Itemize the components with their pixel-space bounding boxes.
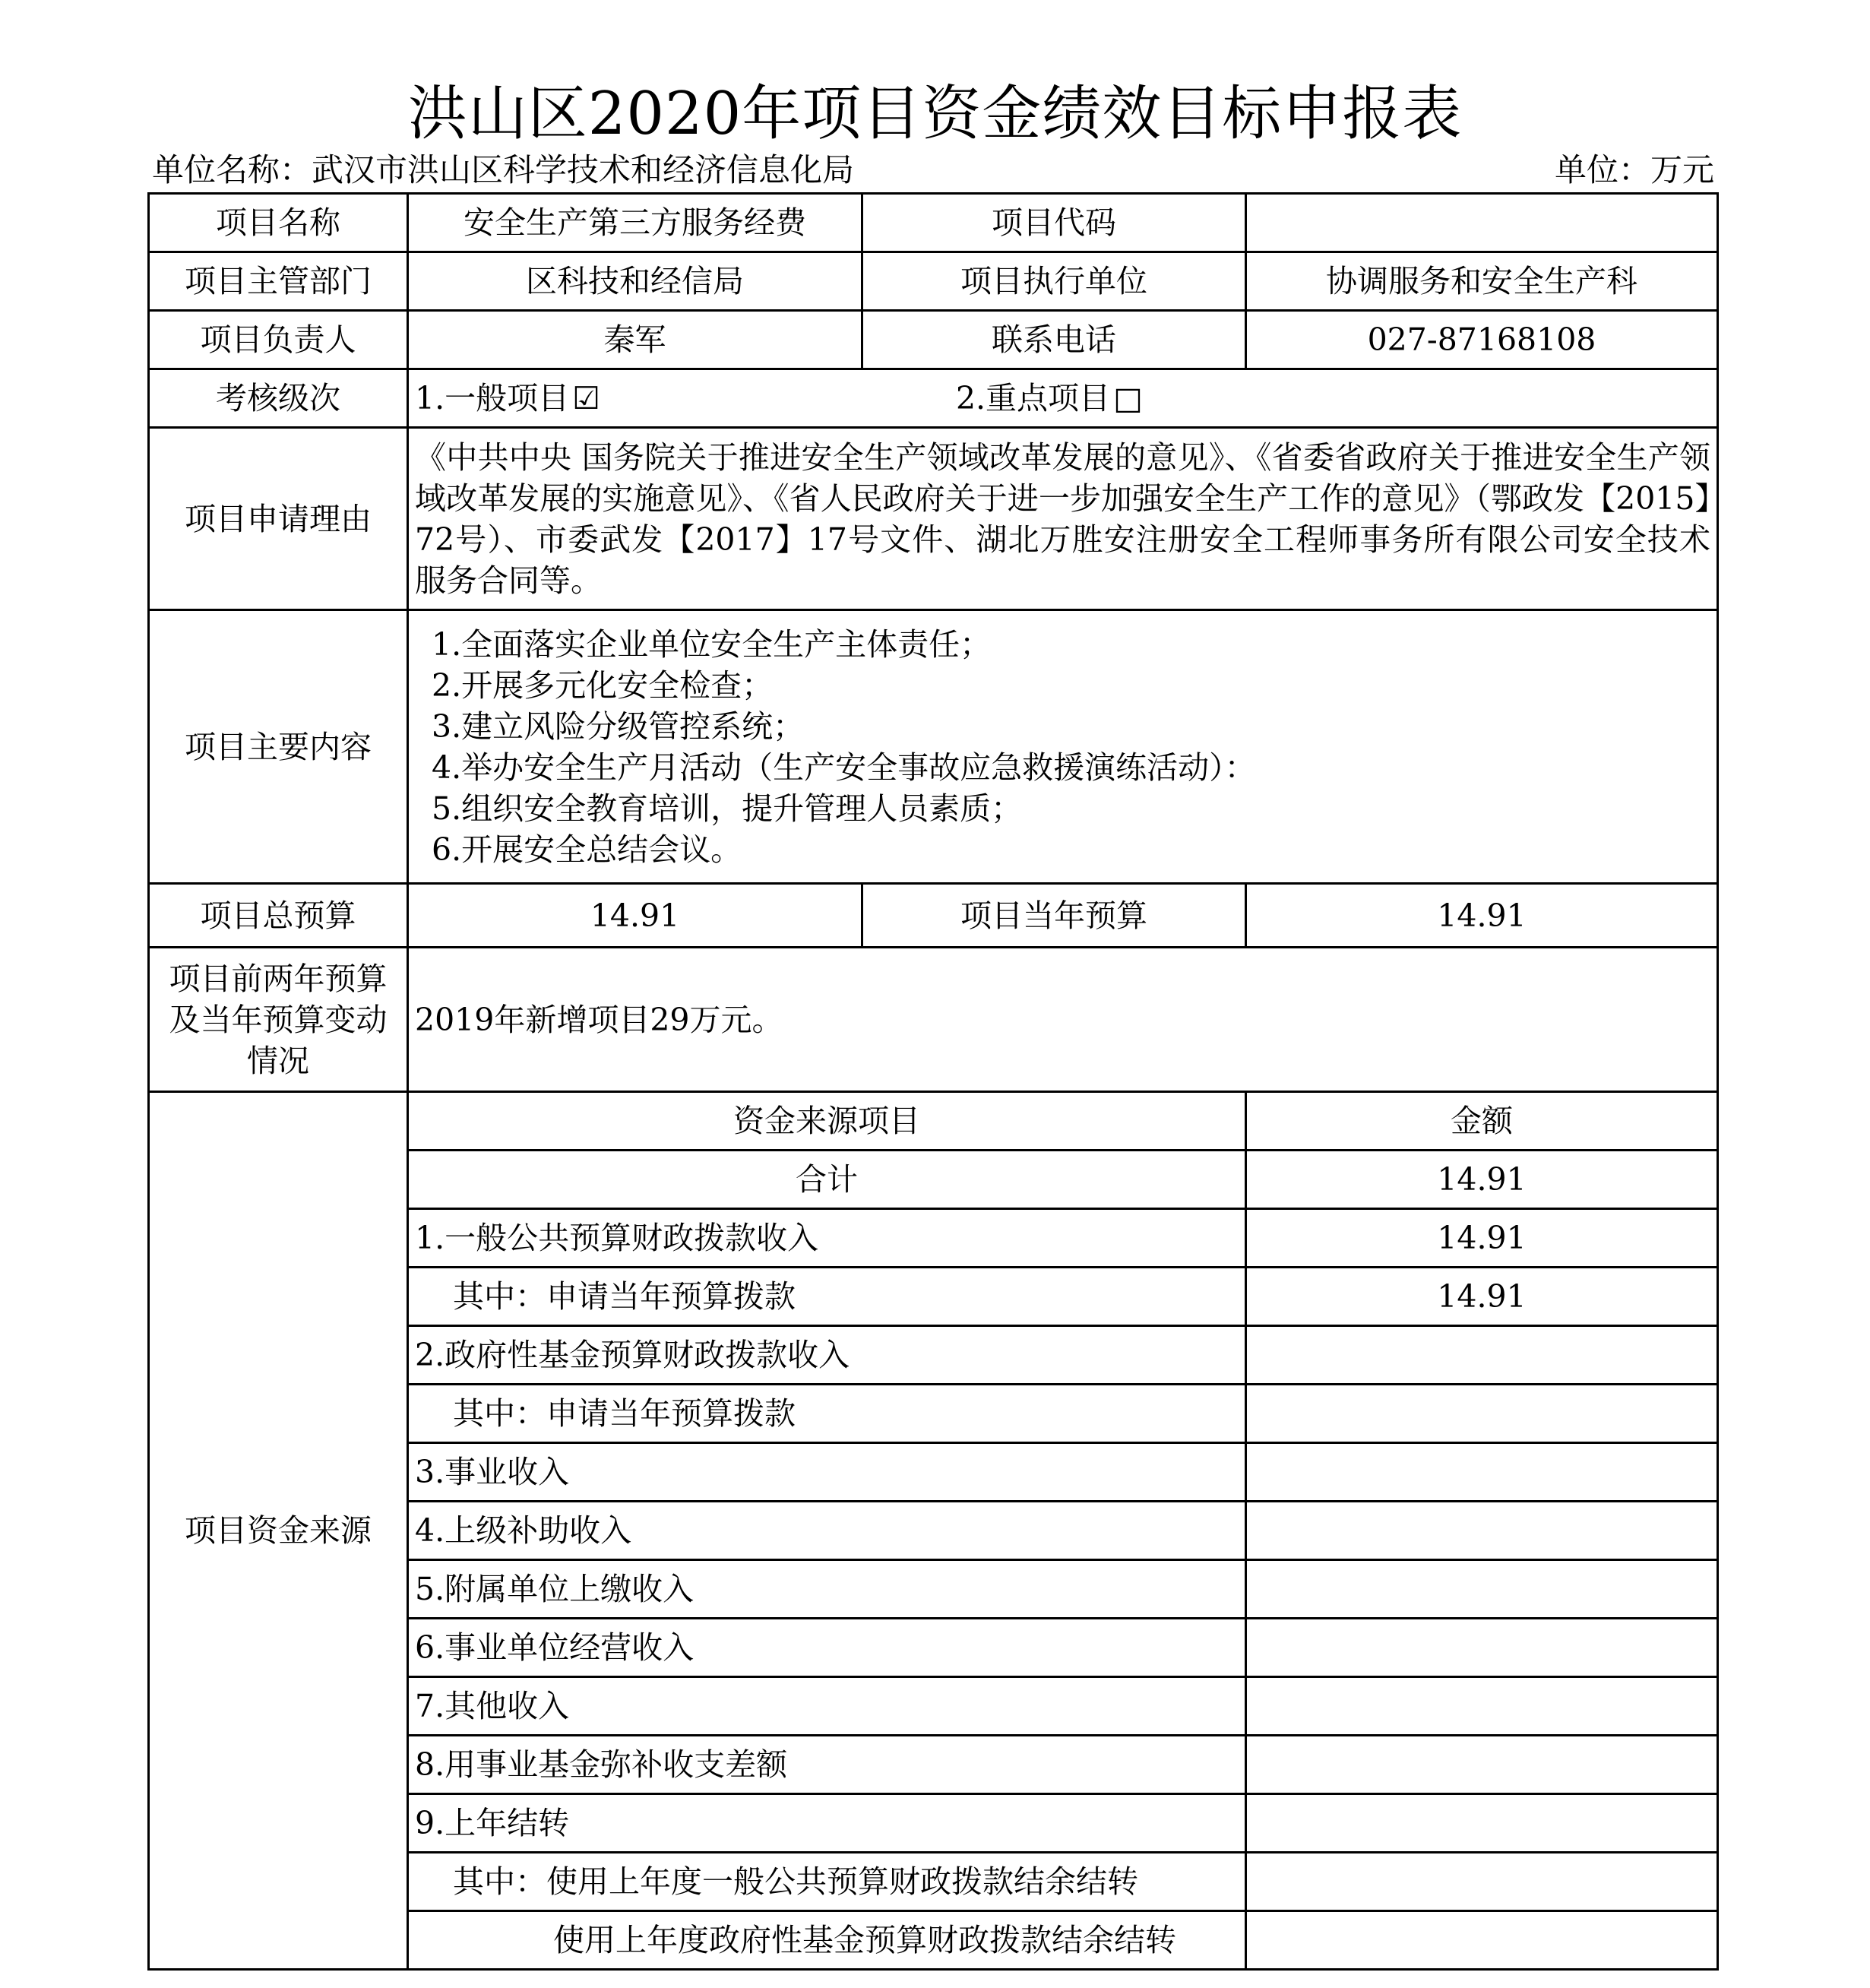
table-row bbox=[149, 428, 1718, 610]
funding-item-amount bbox=[1246, 1443, 1718, 1502]
table-row bbox=[149, 610, 1718, 884]
funding-item-amount: 14.91 bbox=[1246, 1151, 1718, 1209]
content-item: 4.举办安全生产月活动（生产安全事故应急救援演练活动）： bbox=[432, 749, 1256, 786]
funding-item-label: 其中：使用上年度一般公共预算财政拨款结余结转 bbox=[408, 1853, 1246, 1911]
level-option-key[interactable] bbox=[956, 378, 1143, 419]
exec-unit-label: 项目执行单位 bbox=[862, 252, 1246, 311]
form-title: 洪山区2020年项目资金绩效目标申报表 bbox=[407, 80, 1463, 148]
phone-value: 027-87168108 bbox=[1246, 311, 1718, 369]
funding-item-label: 8.用事业基金弥补收支差额 bbox=[408, 1736, 1246, 1794]
content-item: 2.开展多元化安全检查； bbox=[432, 666, 774, 704]
funding-item-label: 2.政府性基金预算财政拨款收入 bbox=[408, 1326, 1246, 1385]
funding-header-source: 资金来源项目 bbox=[408, 1092, 1246, 1151]
budget-change-label bbox=[149, 948, 408, 1092]
content-list bbox=[408, 610, 1718, 884]
content-item: 3.建立风险分级管控系统； bbox=[432, 708, 805, 745]
budget-change-label-line: 情况 bbox=[247, 1042, 309, 1079]
level-option-general[interactable] bbox=[415, 378, 600, 419]
funding-item-label: 7.其他收入 bbox=[408, 1677, 1246, 1736]
unchecked-box-icon: □ bbox=[1113, 380, 1143, 416]
total-budget-label: 项目总预算 bbox=[149, 884, 408, 948]
dept-value: 区科技和经信局 bbox=[408, 252, 862, 311]
funding-item-amount bbox=[1246, 1911, 1718, 1970]
budget-change-label-line: 项目前两年预算 bbox=[169, 960, 388, 997]
table-row bbox=[149, 948, 1718, 1092]
level-label: 考核级次 bbox=[149, 369, 408, 428]
reason-label: 项目申请理由 bbox=[149, 428, 408, 610]
budget-change-value: 2019年新增项目29万元。 bbox=[408, 948, 1718, 1092]
table-row bbox=[149, 884, 1718, 948]
project-name-value: 安全生产第三方服务经费 bbox=[408, 194, 862, 252]
funding-item-amount: 14.91 bbox=[1246, 1209, 1718, 1268]
project-code-label: 项目代码 bbox=[862, 194, 1246, 252]
funding-item-amount bbox=[1246, 1794, 1718, 1853]
content-item: 1.全面落实企业单位安全生产主体责任； bbox=[432, 625, 992, 663]
funding-item-amount bbox=[1246, 1326, 1718, 1385]
leader-value: 秦军 bbox=[408, 311, 862, 369]
level-option-key-label: 2.重点项目 bbox=[955, 380, 1111, 416]
funding-item-label: 其中：申请当年预算拨款 bbox=[408, 1268, 1246, 1326]
funding-item-label: 9.上年结转 bbox=[408, 1794, 1246, 1853]
application-form-table bbox=[147, 192, 1719, 1971]
funding-item-amount bbox=[1246, 1560, 1718, 1619]
funding-item-amount bbox=[1246, 1736, 1718, 1794]
table-row bbox=[149, 252, 1718, 311]
funding-section-label: 项目资金来源 bbox=[149, 1092, 408, 1970]
level-options bbox=[408, 369, 1718, 428]
level-option-general-label: 1.一般项目 bbox=[415, 380, 570, 416]
funding-item-amount bbox=[1246, 1502, 1718, 1560]
project-code-value bbox=[1246, 194, 1718, 252]
content-item: 6.开展安全总结会议。 bbox=[432, 831, 742, 868]
reason-value: 《中共中央 国务院关于推进安全生产领域改革发展的意见》、《省委省政府关于推进安全生产领域改革发展的实施意见》、《省人民政府关于进一步加强安全生产工作的意见》（鄂政发【2015】72号）、市委武发【2017】17号文件、湖北万胜安注册安全工程师事务所有限公司安全技术服务合同等。 bbox=[408, 428, 1718, 610]
content-label: 项目主要内容 bbox=[149, 610, 408, 884]
total-budget-value: 14.91 bbox=[408, 884, 862, 948]
dept-label: 项目主管部门 bbox=[149, 252, 408, 311]
table-row bbox=[149, 311, 1718, 369]
phone-label: 联系电话 bbox=[862, 311, 1246, 369]
funding-item-label: 合计 bbox=[408, 1151, 1246, 1209]
funding-item-amount bbox=[1246, 1677, 1718, 1736]
unit-name: 单位名称：武汉市洪山区科学技术和经济信息化局 bbox=[152, 151, 855, 188]
funding-item-label: 5.附属单位上缴收入 bbox=[408, 1560, 1246, 1619]
exec-unit-value: 协调服务和安全生产科 bbox=[1246, 252, 1718, 311]
table-row bbox=[149, 369, 1718, 428]
funding-item-amount bbox=[1246, 1385, 1718, 1443]
content-item: 5.组织安全教育培训，提升管理人员素质； bbox=[432, 790, 1023, 827]
funding-item-label: 使用上年度政府性基金预算财政拨款结余结转 bbox=[408, 1911, 1246, 1970]
project-name-label: 项目名称 bbox=[149, 194, 408, 252]
table-row bbox=[149, 1092, 1718, 1151]
funding-item-label: 其中：申请当年预算拨款 bbox=[408, 1385, 1246, 1443]
checked-box-icon: ☑ bbox=[572, 380, 600, 416]
funding-item-amount bbox=[1246, 1853, 1718, 1911]
funding-item-label: 3.事业收入 bbox=[408, 1443, 1246, 1502]
funding-item-amount: 14.91 bbox=[1246, 1268, 1718, 1326]
year-budget-label: 项目当年预算 bbox=[862, 884, 1246, 948]
table-row bbox=[149, 194, 1718, 252]
funding-item-label: 6.事业单位经营收入 bbox=[408, 1619, 1246, 1677]
funding-item-label: 4.上级补助收入 bbox=[408, 1502, 1246, 1560]
funding-item-amount bbox=[1246, 1619, 1718, 1677]
leader-label: 项目负责人 bbox=[149, 311, 408, 369]
unit-measure: 单位：万元 bbox=[1554, 151, 1714, 188]
year-budget-value: 14.91 bbox=[1246, 884, 1718, 948]
funding-header-amount: 金额 bbox=[1246, 1092, 1718, 1151]
funding-item-label: 1.一般公共预算财政拨款收入 bbox=[408, 1209, 1246, 1268]
budget-change-label-line: 及当年预算变动 bbox=[169, 1001, 388, 1038]
